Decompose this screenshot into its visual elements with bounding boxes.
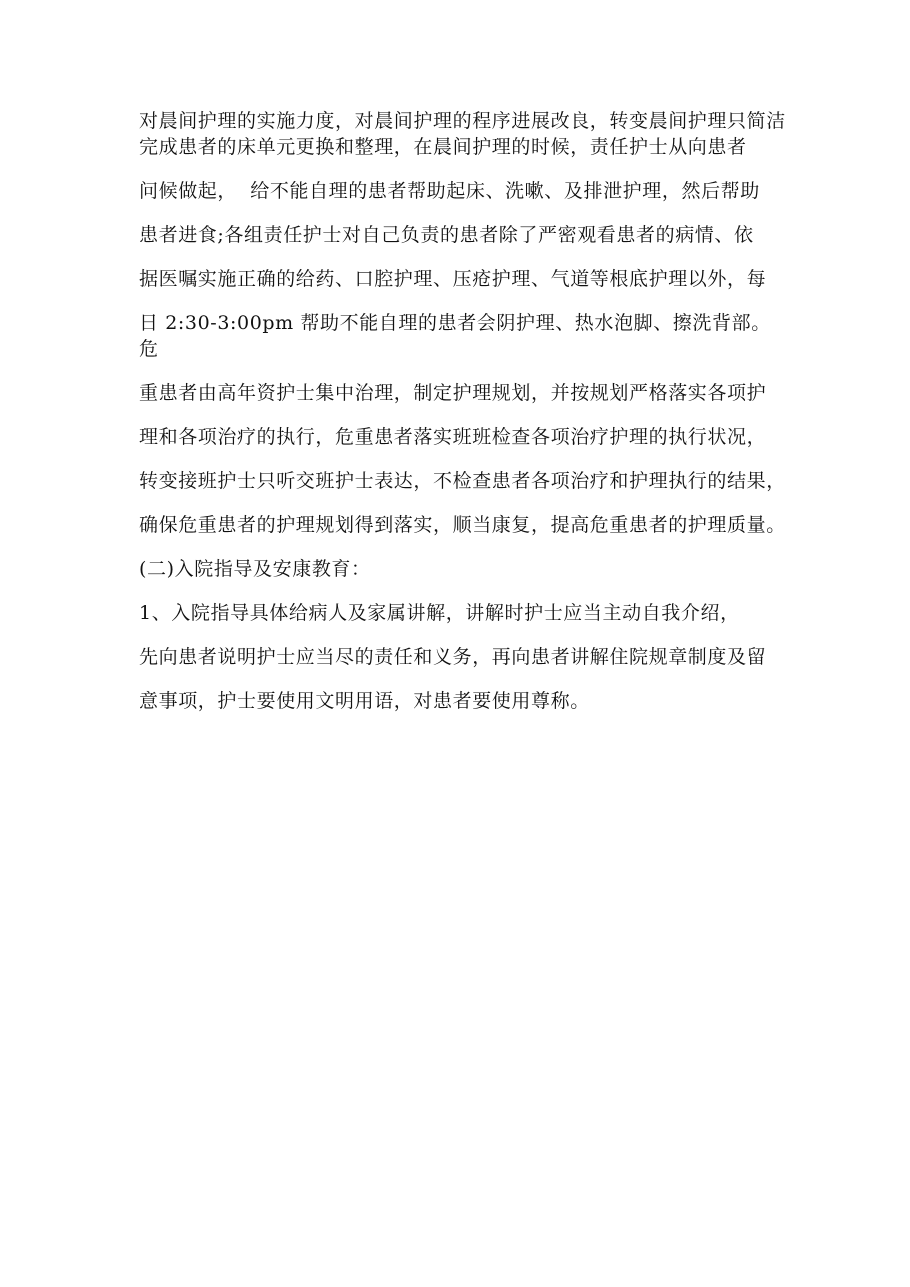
paragraph-5: 日 2:30-3:00pm 帮助不能自理的患者会阴护理、热水泡脚、擦洗背部。危 — [139, 312, 771, 360]
paragraph-3: 患者进食;各组责任护士对自己负责的患者除了严密观看患者的病情、依 — [139, 224, 754, 246]
paragraph-13: 意事项，护士要使用文明用语，对患者要使用尊称。 — [139, 690, 590, 712]
paragraph-8: 转变接班护士只听交班护士表达，不检查患者各项治疗和护理执行的结果， — [139, 470, 786, 492]
paragraph-4: 据医嘱实施正确的给药、口腔护理、压疮护理、气道等根底护理以外，每 — [139, 268, 767, 290]
document-body — [139, 108, 789, 732]
section-heading: (二)入院指导及安康教育： — [139, 558, 371, 580]
paragraph-9: 确保危重患者的护理规划得到落实，顺当康复，提高危重患者的护理质量。 — [139, 514, 786, 536]
paragraph-11: 1、入院指导具体给病人及家属讲解，讲解时护士应当主动自我介绍， — [139, 602, 740, 624]
paragraph-2: 问候做起， 给不能自理的患者帮助起床、洗嗽、及排泄护理，然后帮助 — [139, 180, 760, 202]
paragraph-6: 重患者由高年资护士集中治理，制定护理规划，并按规划严格落实各项护 — [139, 382, 767, 404]
paragraph-12: 先向患者说明护士应当尽的责任和义务，再向患者讲解住院规章制度及留 — [139, 646, 767, 668]
paragraph-1: 对晨间护理的实施力度，对晨间护理的程序进展改良，转变晨间护理只简洁完成患者的床单元更换和整理，在晨间护理的时候，责任护士从向患者 — [139, 110, 786, 158]
paragraph-7: 理和各项治疗的执行，危重患者落实班班检查各项治疗护理的执行状况， — [139, 426, 767, 448]
